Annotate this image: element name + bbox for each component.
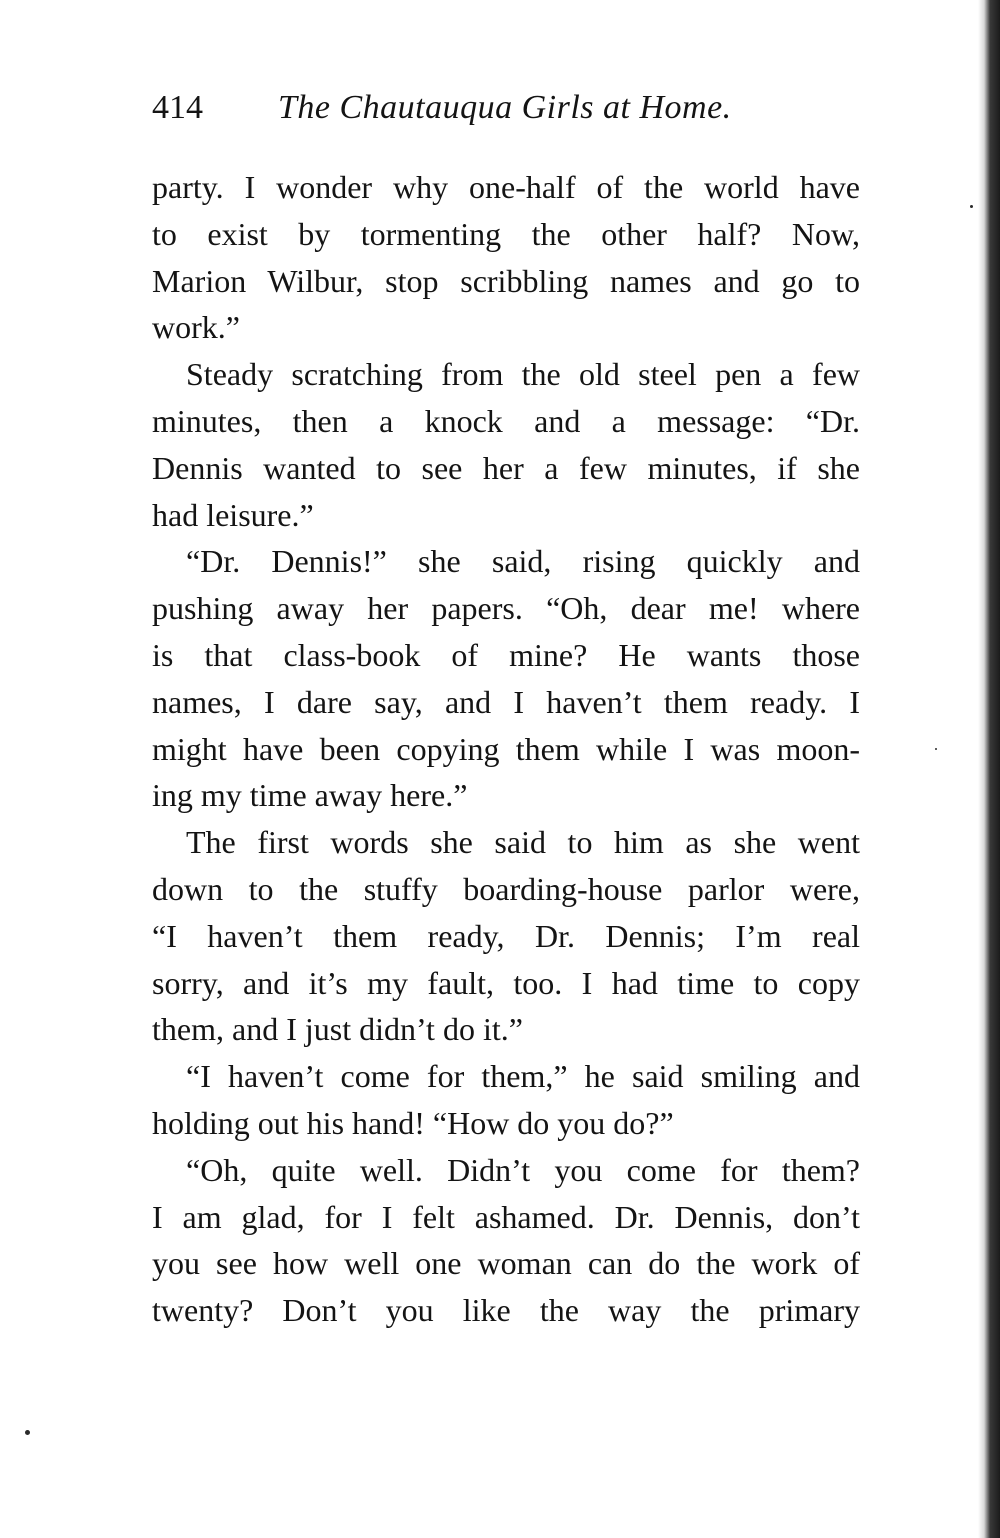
text-line: Steady scratching from the old steel pen a few (186, 356, 860, 393)
text-line: twenty? Don’t you like the way the primary (152, 1292, 860, 1329)
text-line: holding out his hand! “How do you do?” (152, 1104, 674, 1141)
text-line: “I haven’t come for them,” he said smiling and (186, 1058, 860, 1095)
text-line: I am glad, for I felt ashamed. Dr. Dennis, don’t (152, 1198, 860, 1235)
text-line: “Oh, quite well. Didn’t you come for them? (186, 1151, 860, 1188)
page-header (152, 84, 862, 132)
print-speck (935, 748, 937, 750)
text-line: is that class-book of mine? He wants those (152, 636, 860, 673)
text-line: work.” (152, 309, 240, 346)
print-speck (25, 1430, 30, 1435)
text-line: down to the stuffy boarding-house parlor were, (152, 870, 860, 907)
text-line: The first words she said to him as she went (186, 824, 860, 861)
text-line: Dennis wanted to see her a few minutes, if she (152, 449, 860, 486)
text-line: party. I wonder why one-half of the world have (152, 169, 860, 205)
text-line: might have been copying them while I was moon- (152, 730, 860, 767)
text-line: you see how well one woman can do the work of (152, 1245, 860, 1282)
page-number: 414 (152, 89, 203, 126)
running-title: The Chautauqua Girls at Home. (278, 89, 732, 126)
text-line: them, and I just didn’t do it.” (152, 1011, 523, 1048)
text-line: Marion Wilbur, stop scribbling names and go to (152, 262, 860, 299)
text-line: sorry, and it’s my fault, too. I had time to copy (152, 964, 860, 1001)
text-line: pushing away her papers. “Oh, dear me! where (152, 590, 860, 627)
text-line: had leisure.” (152, 496, 314, 533)
text-line: to exist by tormenting the other half? Now, (152, 215, 860, 252)
print-speck (970, 205, 973, 208)
scan-edge-shadow (978, 0, 1000, 1538)
text-line: “Dr. Dennis!” she said, rising quickly and (186, 543, 860, 580)
text-line: names, I dare say, and I haven’t them ready. I (152, 683, 860, 720)
text-line: minutes, then a knock and a message: “Dr. (152, 402, 860, 439)
text-line: “I haven’t them ready, Dr. Dennis; I’m real (152, 917, 860, 954)
text-line: ing my time away here.” (152, 777, 468, 814)
body-text (152, 164, 860, 1334)
